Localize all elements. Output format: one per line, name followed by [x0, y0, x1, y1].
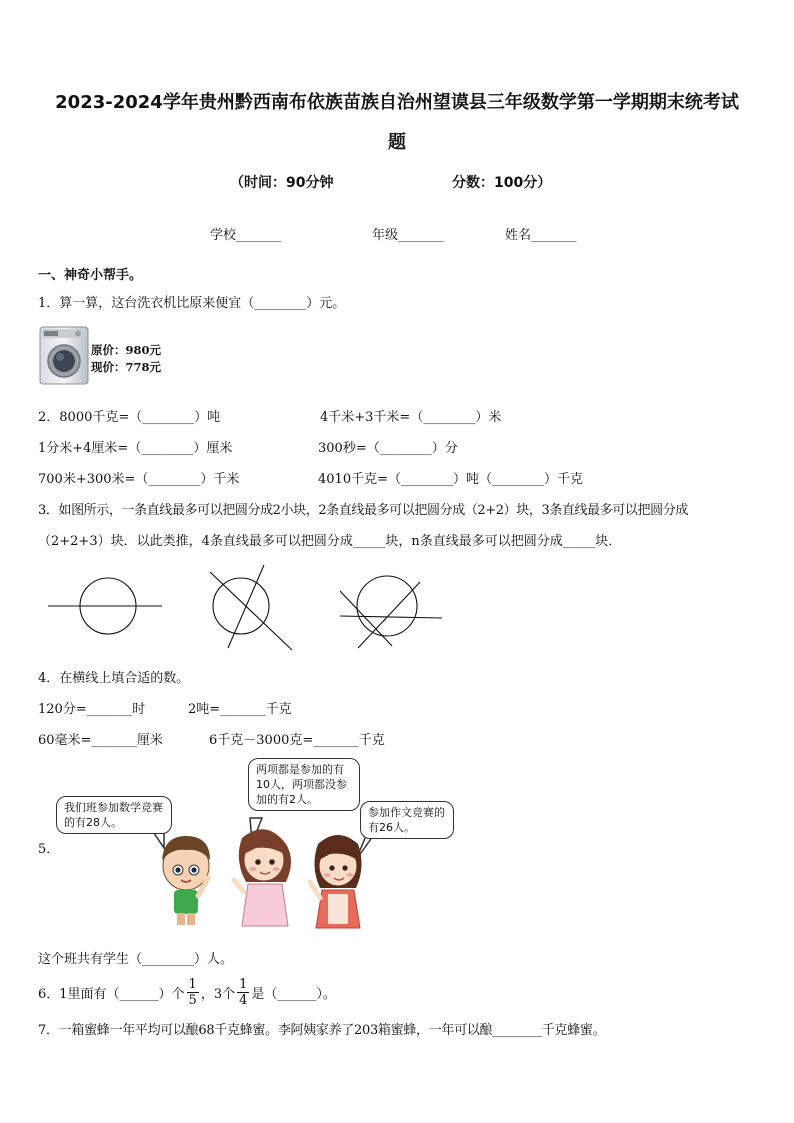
grade-field[interactable]: 年级_______	[372, 228, 444, 243]
question-4d: 6千克－3000克=_______千克	[209, 733, 385, 748]
question-2c: 1分米+4厘米=（________）厘米	[38, 441, 233, 456]
school-field[interactable]: 学校_______	[210, 228, 282, 243]
question-4a: 120分=_______时	[38, 702, 146, 717]
washing-machine-icon	[38, 326, 90, 386]
fraction-denominator: 5	[188, 992, 197, 1008]
boy-figure	[162, 836, 210, 925]
question-2f: 4010千克=（________）吨（________）千克	[318, 472, 583, 487]
fraction-denominator: 4	[239, 992, 248, 1008]
question-7: 7．一箱蜜蜂一年平均可以酿68千克蜂蜜。李阿姨家养了203箱蜜蜂，一年可以酿________千克蜂蜜。	[38, 1023, 606, 1038]
circle-division-diagram	[40, 560, 460, 655]
exam-score: 分数：100分）	[452, 175, 552, 191]
question-4b: 2吨=_______千克	[188, 702, 292, 717]
question-6-part3: 是（______）。	[251, 986, 336, 1002]
girl-figure-1	[234, 829, 291, 926]
question-5-answer: 这个班共有学生（________）人。	[38, 952, 234, 967]
speech-bubble-boy: 我们班参加数学竞赛的有28人。	[56, 796, 172, 834]
question-6	[38, 972, 336, 1012]
question-2e: 700米+300米=（________）千米	[38, 472, 240, 487]
girl-figure-2	[310, 835, 362, 928]
question-6-part2: ，3个	[200, 986, 236, 1002]
speech-bubble-girl-1: 两项都是参加的有10人，两项都没参加的有2人。	[248, 758, 360, 811]
students-illustration	[150, 808, 390, 933]
page-title-continued: 题	[388, 132, 406, 153]
question-6-part1: 6．1里面有（______）个	[38, 986, 185, 1002]
section-heading: 一、神奇小帮手。	[38, 268, 143, 283]
question-3-line2: （2+2+3）块．以此类推，4条直线最多可以把圆分成_____块，n条直线最多可以把圆分成_____块．	[38, 534, 622, 549]
question-2d: 300秒=（________）分	[318, 441, 458, 456]
question-5-number: 5．	[38, 842, 60, 857]
question-4c: 60毫米=_______厘米	[38, 733, 163, 748]
fraction-one-quarter	[237, 978, 249, 1007]
question-2b: 4千米+3千米=（________）米	[320, 410, 502, 425]
name-field[interactable]: 姓名_______	[505, 228, 577, 243]
question-1: 1．算一算，这台洗衣机比原来便宜（________）元。	[38, 296, 346, 311]
fraction-numerator: 1	[239, 976, 248, 992]
question-3-line1: 3．如图所示，一条直线最多可以把圆分成2小块，2条直线最多可以把圆分成（2+2）块，3条直线最多可以把圆分成	[38, 503, 688, 518]
question-4: 4．在横线上填合适的数。	[38, 671, 190, 686]
question-2a: 2．8000千克=（________）吨	[38, 410, 221, 425]
original-price: 原价：980元	[91, 343, 162, 357]
page-title: 2023-2024学年贵州黔西南布依族苗族自治州望谟县三年级数学第一学期期末统考试	[55, 92, 739, 113]
speech-bubble-girl-2: 参加作文竞赛的有26人。	[360, 801, 454, 839]
exam-time: （时间：90分钟	[230, 175, 334, 191]
fraction-numerator: 1	[188, 976, 197, 992]
current-price: 现价：778元	[91, 360, 162, 374]
fraction-one-fifth	[187, 978, 199, 1007]
